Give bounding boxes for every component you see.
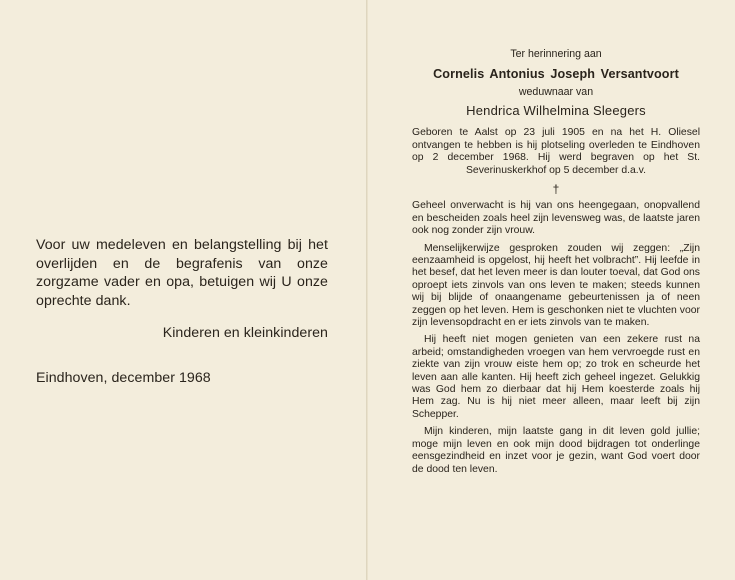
text-paragraph: Mijn kinderen, mijn laatste gang in dit leven gold jullie; moge mijn leven en ook mijn dood bijdragen tot onderlinge eensgezindheid en inzet voor je gezin, want God voert door de dood ten leven.: [412, 426, 700, 475]
signature: Kinderen en kleinkinderen: [162, 325, 328, 342]
biography: Geboren te Aalst op 23 juli 1905 en na het H. Oliesel ontvangen te hebben is hij plotseling overleden te Eindhoven op 2 december 1968. Hij werd begraven op het St. Severinuskerkhof op 5 december d.a.v.: [412, 127, 700, 176]
card-fold-line: [366, 0, 368, 580]
text-paragraph: Menselijkerwijze gesproken zouden wij zeggen: „Zijn eenzaamheid is opgelost, hij heeft het volbracht”. Hij leefde in het besef, dat het leven meer is dan louter toeval, dat God ons oproept iets zinvols van ons leven te maken; steeds kunnen wij bij blijde of onaangename gebeurtenissen ja of neen zeggen op het leven. Hem is geschonken niet te vluchten voor zijn levensopdracht en er iets zinvols van te maken.: [412, 242, 700, 329]
text-paragraph: Geheel onverwacht is hij van ons heengegaan, onopvallend en bescheiden zoals heel zijn levensweg was, de laatste jaren ook nog zonder zijn vrouw.: [412, 200, 700, 237]
right-page: [412, 48, 700, 481]
intro-line: Ter herinnering aan: [510, 48, 602, 60]
spouse-name: Hendrica Wilhelmina Sleegers: [466, 103, 646, 118]
place-date: Eindhoven, december 1968: [36, 369, 211, 386]
deceased-name: Cornelis Antonius Joseph Versantvoort: [433, 67, 679, 81]
left-page: [36, 236, 328, 388]
cross-icon: †: [552, 182, 560, 197]
widower-line: weduwnaar van: [518, 86, 594, 98]
thanks-text: Voor uw medeleven en belangstelling bij het overlijden en de begrafenis van onze zorgzame vader en opa, betuigen wij U onze oprechte dank.: [36, 237, 328, 309]
text-paragraph: Hij heeft niet mogen genieten van een zekere rust na arbeid; omstandigheden vroegen van hem vervroegde rust en ziekte van zijn vrouw eiste hem op; zo trok en scheurde het leven aan alle kanten. Hij heeft zich geheel ingezet. Gelukkig was God hem zo dierbaar dat hij Hem koesterde zoals hij Hem zag. Nu is hij niet meer alleen, maar leeft bij zijn Schepper.: [412, 334, 700, 420]
